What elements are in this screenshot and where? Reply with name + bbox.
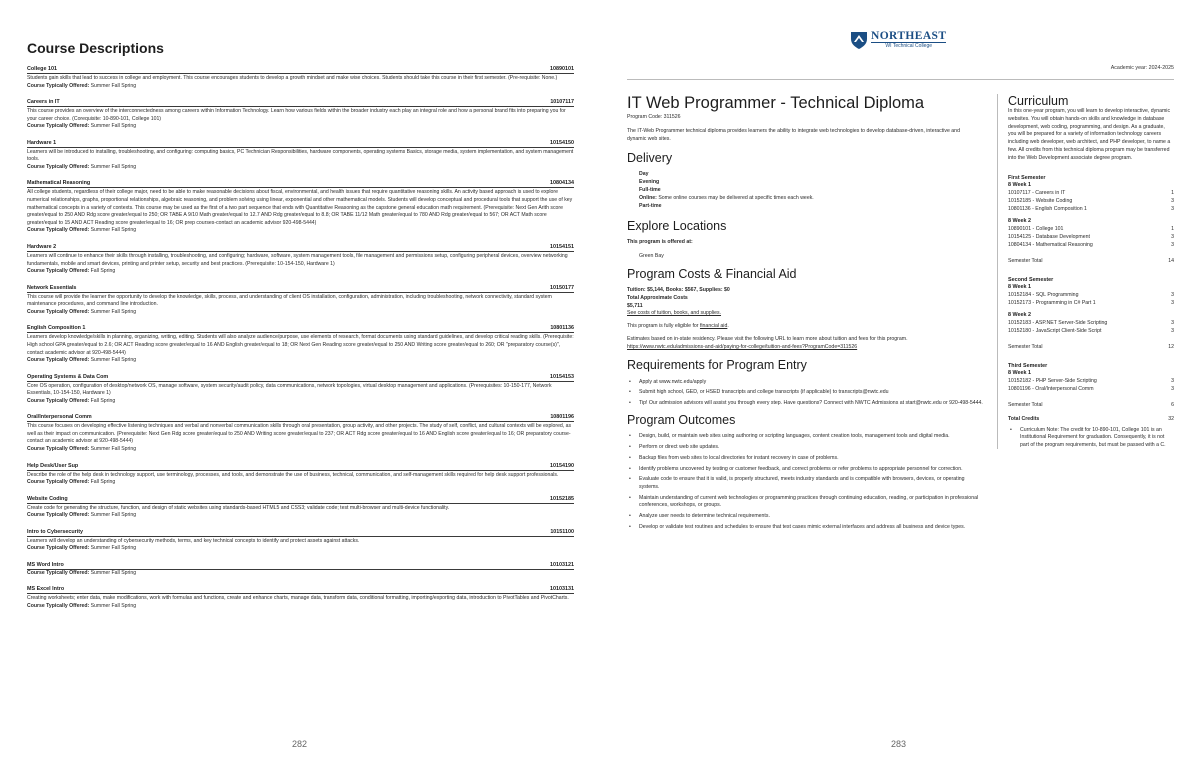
course-name: MS Word Intro bbox=[27, 561, 64, 568]
course-row-name: 10152180 - JavaScript Client-Side Script bbox=[1008, 327, 1102, 334]
page-title: Course Descriptions bbox=[27, 40, 164, 56]
course-name: Mathematical Reasoning bbox=[27, 180, 91, 187]
logo-subtitle: WI Technical College bbox=[871, 42, 946, 49]
semester-total-label: Semester Total bbox=[1008, 343, 1043, 350]
course-row-name: 10152184 - SQL Programming bbox=[1008, 291, 1079, 298]
course-name: Hardware 2 bbox=[27, 243, 57, 250]
course-header bbox=[27, 414, 574, 422]
course-row-name: 10804134 - Mathematical Reasoning bbox=[1008, 241, 1093, 248]
page-number-left: 282 bbox=[292, 739, 308, 749]
outcome-item: • Maintain understanding of current web technologies or programming practices through continuing education, reading, or participation in professional conferences, workshops, or groups. bbox=[627, 495, 985, 510]
course-entry bbox=[27, 463, 574, 487]
outcome-item: • Backup files from web sites to local directories for instant recovery in case of problems. bbox=[627, 455, 985, 463]
semester-total-row bbox=[1008, 343, 1174, 351]
course-row-credits: 3 bbox=[1171, 299, 1174, 306]
estimate-note: Estimates based on in-state residency. Please visit the following URL to learn more about tuition and fees for this program. bbox=[627, 335, 908, 342]
academic-year: Academic year: 2024-2025 bbox=[1110, 65, 1174, 71]
offered-terms: Fall Spring bbox=[90, 397, 116, 404]
course-offered bbox=[27, 603, 574, 610]
course-name: Help Desk/User Sup bbox=[27, 462, 79, 469]
requirements-heading: Requirements for Program Entry bbox=[627, 357, 807, 372]
week-block-title: 8 Week 2 bbox=[1008, 217, 1031, 224]
course-list bbox=[27, 66, 574, 619]
delivery-online bbox=[639, 195, 985, 203]
offered-label: Course Typically Offered: bbox=[27, 82, 90, 89]
course-name: Intro to Cybersecurity bbox=[27, 528, 84, 535]
course-code: 10150177 bbox=[550, 284, 574, 291]
delivery-day: Day bbox=[639, 171, 649, 178]
semester-total-value: 6 bbox=[1171, 401, 1174, 408]
course-description: Learners will develop an understanding of cybersecurity methods, terms, and key technical concepts to identify and protect assets against attacks. bbox=[27, 537, 360, 544]
course-entry bbox=[27, 285, 574, 317]
course-name: MS Excel Intro bbox=[27, 586, 65, 593]
delivery-list bbox=[627, 171, 985, 210]
offered-terms: Summer Fall Spring bbox=[90, 163, 137, 170]
requirement-item: • Submit high school, GED, or HSED transcripts and college transcripts (if applicable) to transcripts@nwtc.edu bbox=[627, 389, 985, 397]
course-description: Learners will continue to enhance their skills through installing, troubleshooting, and configuring; hardware, software, system management tools, file management and permissions setup, configuring peripheral devices, overview networking fundamentals, mobile and smart devices, printing and printer setup, security and best practices. (Prerequisite: 10-154-150, Hardware 1) bbox=[27, 252, 568, 267]
offered-terms: Summer Fall Spring bbox=[90, 82, 137, 89]
offered-terms: Fall Spring bbox=[90, 268, 116, 275]
offered-label: Course Typically Offered: bbox=[27, 602, 90, 609]
course-row bbox=[1008, 241, 1174, 249]
course-row-credits: 1 bbox=[1171, 189, 1174, 196]
semester bbox=[1008, 175, 1174, 265]
course-code: 10890101 bbox=[550, 66, 574, 72]
aid-suffix: . bbox=[727, 323, 729, 330]
course-offered bbox=[27, 268, 574, 275]
semester-total-label: Semester Total bbox=[1008, 257, 1043, 264]
course-entry bbox=[27, 374, 574, 406]
course-entry bbox=[27, 180, 574, 234]
course-name: Careers in IT bbox=[27, 99, 60, 106]
course-row-credits: 3 bbox=[1171, 327, 1174, 334]
course-row bbox=[1008, 385, 1174, 393]
offered-terms: Summer Fall Spring bbox=[90, 512, 137, 519]
week-block-title: 8 Week 1 bbox=[1008, 369, 1031, 376]
course-code: 10804134 bbox=[550, 180, 574, 187]
outcome-item: • Identify problems uncovered by testing or customer feedback, and correct problems or refer problems to appropriate personnel for correction. bbox=[627, 466, 985, 474]
aid-prefix: This program is fully eligible for bbox=[627, 323, 700, 330]
course-entry bbox=[27, 244, 574, 276]
course-offered bbox=[27, 479, 574, 486]
offered-label: Course Typically Offered: bbox=[27, 397, 90, 404]
course-entry bbox=[27, 562, 574, 577]
costs-link[interactable]: See costs of tuition, books, and supplies. bbox=[627, 310, 722, 317]
right-page bbox=[600, 0, 1200, 776]
course-header bbox=[27, 463, 574, 471]
course-description: Describe the role of the help desk in technology support, use terminology, processes, and tools, and demonstrate the use of business, technical, communication, and self-management skills required for help desk support professionals. bbox=[27, 471, 559, 478]
financial-aid-line bbox=[627, 323, 985, 331]
course-row-credits: 1 bbox=[1171, 225, 1174, 232]
course-row bbox=[1008, 319, 1174, 327]
course-code: 10801196 bbox=[550, 414, 574, 421]
semester-total-label: Semester Total bbox=[1008, 401, 1043, 408]
course-row bbox=[1008, 377, 1174, 385]
course-name: Oral/Interpersonal Comm bbox=[27, 414, 92, 421]
course-description: This course focuses on developing effective listening techniques and verbal and nonverbal communication skills through oral presentation, group activity, and other projects. The study of self, conflict, and cultural contexts will be explored, as well as their impact on communication. (Prerequisite: Next Gen Rdg score greater/equal to 250 AND Writing score greater/equal to 237; OR ACT Rdg score greater/equal to 16 AND English score greater/equal to 16; OR preparatory course-contact an academic advisor at 920-498-5444) bbox=[27, 423, 572, 445]
course-description: Students gain skills that lead to success in college and employment. This course encourages students to develop a growth mindset and make wise choices. Students should take this course in their first semester. (Pre-requisite: None.) bbox=[27, 75, 558, 81]
header-divider bbox=[627, 79, 1174, 80]
semester-title: Third Semester bbox=[1008, 362, 1048, 369]
course-offered bbox=[27, 545, 574, 552]
delivery-evening: Evening bbox=[639, 179, 660, 186]
offered-terms: Summer Fall Spring bbox=[90, 602, 137, 609]
offered-label: Course Typically Offered: bbox=[27, 569, 90, 576]
total-credits-row bbox=[1008, 415, 1174, 423]
offered-terms: Fall Spring bbox=[90, 479, 116, 486]
location-green-bay[interactable]: Green Bay bbox=[639, 253, 664, 260]
course-header bbox=[27, 496, 574, 504]
course-offered bbox=[27, 123, 574, 130]
costs-heading: Program Costs & Financial Aid bbox=[627, 266, 797, 281]
course-row-name: 10152185 - Website Coding bbox=[1008, 197, 1073, 204]
offered-terms: Summer Fall Spring bbox=[90, 446, 137, 453]
course-row-credits: 3 bbox=[1171, 233, 1174, 240]
semester bbox=[1008, 277, 1174, 351]
requirement-item: • Tip! Our admission advisors will assist you through every step. Have questions? Connect with NWTC Admissions at start@nwtc.edu or 920-498-5444. bbox=[627, 400, 985, 408]
week-block bbox=[1008, 370, 1174, 393]
course-header bbox=[27, 529, 574, 537]
course-row-name: 10890101 - College 101 bbox=[1008, 225, 1064, 232]
outcomes-heading: Program Outcomes bbox=[627, 413, 736, 428]
course-row-name: 10152182 - PHP Server-Side Scripting bbox=[1008, 377, 1097, 384]
course-row-credits: 3 bbox=[1171, 377, 1174, 384]
total-costs-value: $5,711 bbox=[627, 302, 643, 309]
week-block-title: 8 Week 2 bbox=[1008, 311, 1031, 318]
course-description: This course will provide the learner the opportunity to develop the knowledge, skills, process, and understanding of client OS installation, configuration, administration, including troubleshooting, network connectivity, standard system maintenance procedures, and command line introduction. bbox=[27, 293, 552, 308]
course-name: Operating Systems & Data Com bbox=[27, 373, 109, 380]
course-header bbox=[27, 586, 574, 594]
semester-total-value: 14 bbox=[1168, 257, 1174, 264]
course-entry bbox=[27, 140, 574, 172]
course-row-name: 10152173 - Programming in C# Part 1 bbox=[1008, 299, 1096, 306]
course-header bbox=[27, 244, 574, 252]
course-entry bbox=[27, 529, 574, 553]
course-offered bbox=[27, 398, 574, 405]
offered-label: Course Typically Offered: bbox=[27, 446, 90, 453]
course-row bbox=[1008, 299, 1174, 307]
total-costs-label: Total Approximate Costs bbox=[627, 294, 688, 301]
semester-title: Second Semester bbox=[1008, 276, 1054, 283]
course-row-credits: 3 bbox=[1171, 241, 1174, 248]
delivery-full-time: Full-time bbox=[639, 186, 661, 193]
course-row-name: 10801136 - English Composition 1 bbox=[1008, 205, 1087, 212]
course-code: 10151100 bbox=[550, 528, 574, 535]
course-offered bbox=[27, 570, 574, 577]
total-credits-label: Total Credits bbox=[1008, 415, 1040, 422]
curriculum-note: • Curriculum Note: The credit for 10-890-101, College 101 is an Institutional Requirement for graduation. Consequently, it is not part of the program requirements, but must be passed with a C. bbox=[1008, 427, 1174, 450]
online-text: Some online courses may be delivered at specific times each week. bbox=[658, 194, 814, 201]
course-entry bbox=[27, 414, 574, 453]
course-offered bbox=[27, 164, 574, 171]
outcome-item: • Evaluate code to ensure that it is valid, is properly structured, meets industry standards and is compatible with browsers, devices, or operating systems. bbox=[627, 476, 985, 491]
course-header bbox=[27, 325, 574, 333]
offered-label: Course Typically Offered: bbox=[27, 308, 90, 315]
course-name: Hardware 1 bbox=[27, 139, 57, 146]
course-name: College 101 bbox=[27, 66, 57, 72]
course-row bbox=[1008, 291, 1174, 299]
course-code: 10152185 bbox=[550, 495, 574, 502]
course-name: Website Coding bbox=[27, 495, 68, 502]
course-code: 10107117 bbox=[550, 99, 574, 106]
course-header bbox=[27, 562, 574, 570]
shield-logo-icon bbox=[850, 30, 868, 50]
program-title: IT Web Programmer - Technical Diploma bbox=[627, 94, 925, 112]
logo-name: NORTHEAST bbox=[871, 30, 947, 42]
course-description: This course provides an overview of the interconnectedness among careers within Information Technology. Learn how various fields within the broader industry each play an integral role and how a personal brand fits into preparing you for your career choice. (Corequisite: 10-890-101, College 101) bbox=[27, 108, 566, 122]
course-row-name: 10801196 - Oral/Interpersonal Comm bbox=[1008, 385, 1094, 392]
course-header bbox=[27, 140, 574, 148]
course-entry bbox=[27, 496, 574, 520]
offered-label: Course Typically Offered: bbox=[27, 163, 90, 170]
course-entry bbox=[27, 66, 574, 90]
course-row-name: 10107117 - Careers in IT bbox=[1008, 189, 1066, 196]
program-code: Program Code: 311526 bbox=[627, 114, 681, 120]
outcome-item: • Design, build, or maintain web sites using authoring or scripting languages, content creation tools, management tools and digital media. bbox=[627, 433, 985, 441]
course-entry bbox=[27, 99, 574, 131]
total-credits-value: 32 bbox=[1168, 415, 1174, 422]
outcome-item: • Analyze user needs to determine technical requirements. bbox=[627, 513, 985, 521]
offered-terms: Summer Fall Spring bbox=[90, 357, 137, 364]
offered-label: Course Typically Offered: bbox=[27, 268, 90, 275]
course-row bbox=[1008, 205, 1174, 213]
course-row-name: 10154125 - Database Development bbox=[1008, 233, 1090, 240]
course-description: Core OS operation, configuration of desktop/network OS, manage software, system security/audit policy, data communications, network topologies, virtual desktop management and applications. (Prerequisites: 10-150-177, Network Essentials, 10-154-150, Hardware 1) bbox=[27, 382, 552, 397]
semester-total-value: 12 bbox=[1168, 343, 1174, 350]
course-row bbox=[1008, 233, 1174, 241]
curriculum-column bbox=[997, 94, 1174, 449]
offered-label: Course Typically Offered: bbox=[27, 357, 90, 364]
course-offered bbox=[27, 512, 574, 519]
course-description: Create code for generating the structure, function, and design of static websites using standards-based HTML5 and CSS3; validate code; test multi-browser and multi-device functionality. bbox=[27, 504, 450, 511]
logo-text bbox=[871, 31, 946, 49]
delivery-part-time: Part-time bbox=[639, 202, 662, 209]
offered-terms: Summer Fall Spring bbox=[90, 545, 137, 552]
offered-label: Course Typically Offered: bbox=[27, 123, 90, 130]
course-code: 10154190 bbox=[550, 462, 574, 469]
course-entry bbox=[27, 586, 574, 610]
course-header bbox=[27, 374, 574, 382]
course-header bbox=[27, 180, 574, 188]
financial-aid-link[interactable]: financial aid bbox=[699, 323, 728, 330]
course-row-credits: 3 bbox=[1171, 291, 1174, 298]
offered-label: Course Typically Offered: bbox=[27, 227, 90, 234]
delivery-heading: Delivery bbox=[627, 151, 673, 166]
curriculum-intro: In this one-year program, you will learn to develop interactive, dynamic websites. You will obtain hands-on skills and knowledge in database development, web coding, programming, and design. As a graduate, you will be prepared for a variety of information technology careers including web developer, web architect, and PHP developer, to name a few. All credits from this technical diploma program may be transferred into the Web Development associate degree program. bbox=[1008, 108, 1171, 161]
course-name: English Composition 1 bbox=[27, 325, 86, 332]
week-block bbox=[1008, 284, 1174, 307]
offered-label: Course Typically Offered: bbox=[27, 479, 90, 486]
course-header bbox=[27, 66, 574, 74]
week-block bbox=[1008, 312, 1174, 335]
course-header bbox=[27, 99, 574, 107]
requirements-list bbox=[627, 379, 985, 408]
curriculum-note-list bbox=[1008, 427, 1174, 450]
program-intro: The IT-Web Programmer technical diploma provides learners the ability to integrate web technologies to develop database-driven, interactive and dynamic web sites. bbox=[627, 127, 960, 142]
course-row bbox=[1008, 197, 1174, 205]
semester bbox=[1008, 363, 1174, 409]
program-main-column bbox=[627, 94, 985, 535]
locations-heading: Explore Locations bbox=[627, 219, 727, 234]
course-header bbox=[27, 285, 574, 293]
course-offered bbox=[27, 357, 574, 364]
course-code: 10103121 bbox=[550, 561, 574, 568]
course-row bbox=[1008, 225, 1174, 233]
curriculum-heading: Curriculum bbox=[1008, 94, 1069, 108]
offered-terms: Summer Fall Spring bbox=[90, 308, 137, 315]
offered-terms: Summer Fall Spring bbox=[90, 227, 137, 234]
course-description: Learners develop knowledge/skills in planning, organizing, writing, editing. Students will also analyze audience/purpose, use elements of research, format documents using standard guidelines, and develop critical reading skills. (Prerequisite: High school GPA greater/equal to 2.6; OR ACT Reading score greater/equal to 16 AND English greater/equal to 18; OR Next Gen Reading score greater/equal to 250 AND Writing score greater/equal to 260; OR "preparatory course(s)", contact academic advisor at 920-498-5444) bbox=[27, 334, 574, 356]
course-row bbox=[1008, 189, 1174, 197]
offered-at-label: This program is offered at: bbox=[627, 239, 693, 246]
course-description: All college students, regardless of their college major, need to be able to make reasonable decisions about fiscal, environmental, and health issues that require quantitative reasoning skills. An activity based approach is used to explore numerical relationships, graphs, proportional relationships, algebraic reasoning, and problem solving using linear, exponential and other mathematical models. Students will develop conceptual and procedural tools that support the use of key mathematical concepts in a variety of contexts. This course may be used as the first of a two part sequence that ends with Quantitative Reasoning as the capstone general education math requirement. (Prerequisite: Next Gen Arith score greater/equal to 250 AND Rdg score greater/equal to 250; OR TABE A 9/10 Math greater/equal to 12.7 AND Rdg greater/equal to 8.8; OR TABE 11/12 Math greater/equal to 780 AND Rdg greater/equal to 567; OR ACT Math score greater/equal to 15 AND ACT Reading score greater/equal to 16; OR prep courses-contact an academic advisor 920-498-5444) bbox=[27, 189, 573, 226]
online-label: Online: bbox=[639, 194, 657, 201]
course-offered bbox=[27, 83, 574, 90]
course-description: Learners will be introduced to installing, troubleshooting, and configuring: computing basics, PC Technician Responsibilities, hardware components, operating systems Basics, storage media, system implementation, and system management tools. bbox=[27, 148, 574, 163]
outcome-item: • Perform or direct web site updates. bbox=[627, 444, 985, 452]
semester-total-row bbox=[1008, 257, 1174, 265]
course-code: 10154150 bbox=[550, 139, 574, 146]
course-description: Creating worksheets; enter data, make modifications, work with formulas and functions, create and enhance charts, manage data, transform data, conditional formatting, importing/exporting data, introduction to PivotTables and PivotCharts. bbox=[27, 595, 569, 602]
semester-title: First Semester bbox=[1008, 174, 1046, 181]
course-code: 10154151 bbox=[550, 243, 574, 250]
page-number-right: 283 bbox=[891, 739, 907, 749]
course-row-credits: 3 bbox=[1171, 197, 1174, 204]
week-block-title: 8 Week 1 bbox=[1008, 181, 1031, 188]
course-row-name: 10152183 - ASP.NET Server-Side Scripting bbox=[1008, 319, 1108, 326]
offered-label: Course Typically Offered: bbox=[27, 512, 90, 519]
semester-list bbox=[1008, 175, 1174, 409]
course-row-credits: 3 bbox=[1171, 319, 1174, 326]
course-row bbox=[1008, 327, 1174, 335]
course-entry bbox=[27, 325, 574, 364]
offered-terms: Summer Fall Spring bbox=[90, 569, 137, 576]
semester-total-row bbox=[1008, 401, 1174, 409]
course-offered bbox=[27, 309, 574, 316]
course-offered bbox=[27, 446, 574, 453]
requirement-item: • Apply at www.nwtc.edu/apply bbox=[627, 379, 985, 387]
tuition-line: Tuition: $5,144, Books: $567, Supplies: $0 bbox=[627, 286, 730, 293]
week-block bbox=[1008, 182, 1174, 213]
course-row-credits: 3 bbox=[1171, 385, 1174, 392]
course-code: 10154153 bbox=[550, 373, 574, 380]
course-row-credits: 3 bbox=[1171, 205, 1174, 212]
course-name: Network Essentials bbox=[27, 284, 77, 291]
week-block-title: 8 Week 1 bbox=[1008, 283, 1031, 290]
course-offered bbox=[27, 227, 574, 234]
offered-terms: Summer Fall Spring bbox=[90, 123, 137, 130]
course-code: 10103131 bbox=[550, 586, 574, 593]
course-code: 10801136 bbox=[550, 325, 574, 332]
college-logo bbox=[850, 30, 946, 50]
outcome-item: • Develop or validate test routines and schedules to ensure that test cases mimic external interfaces and address all business and device types. bbox=[627, 524, 985, 532]
week-block bbox=[1008, 218, 1174, 249]
outcomes-list bbox=[627, 433, 985, 531]
offered-label: Course Typically Offered: bbox=[27, 545, 90, 552]
tuition-url-link[interactable]: https://www.nwtc.edu/admissions-and-aid/paying-for-college/tuition-and-fees?ProgramCode=311526 bbox=[627, 343, 858, 350]
